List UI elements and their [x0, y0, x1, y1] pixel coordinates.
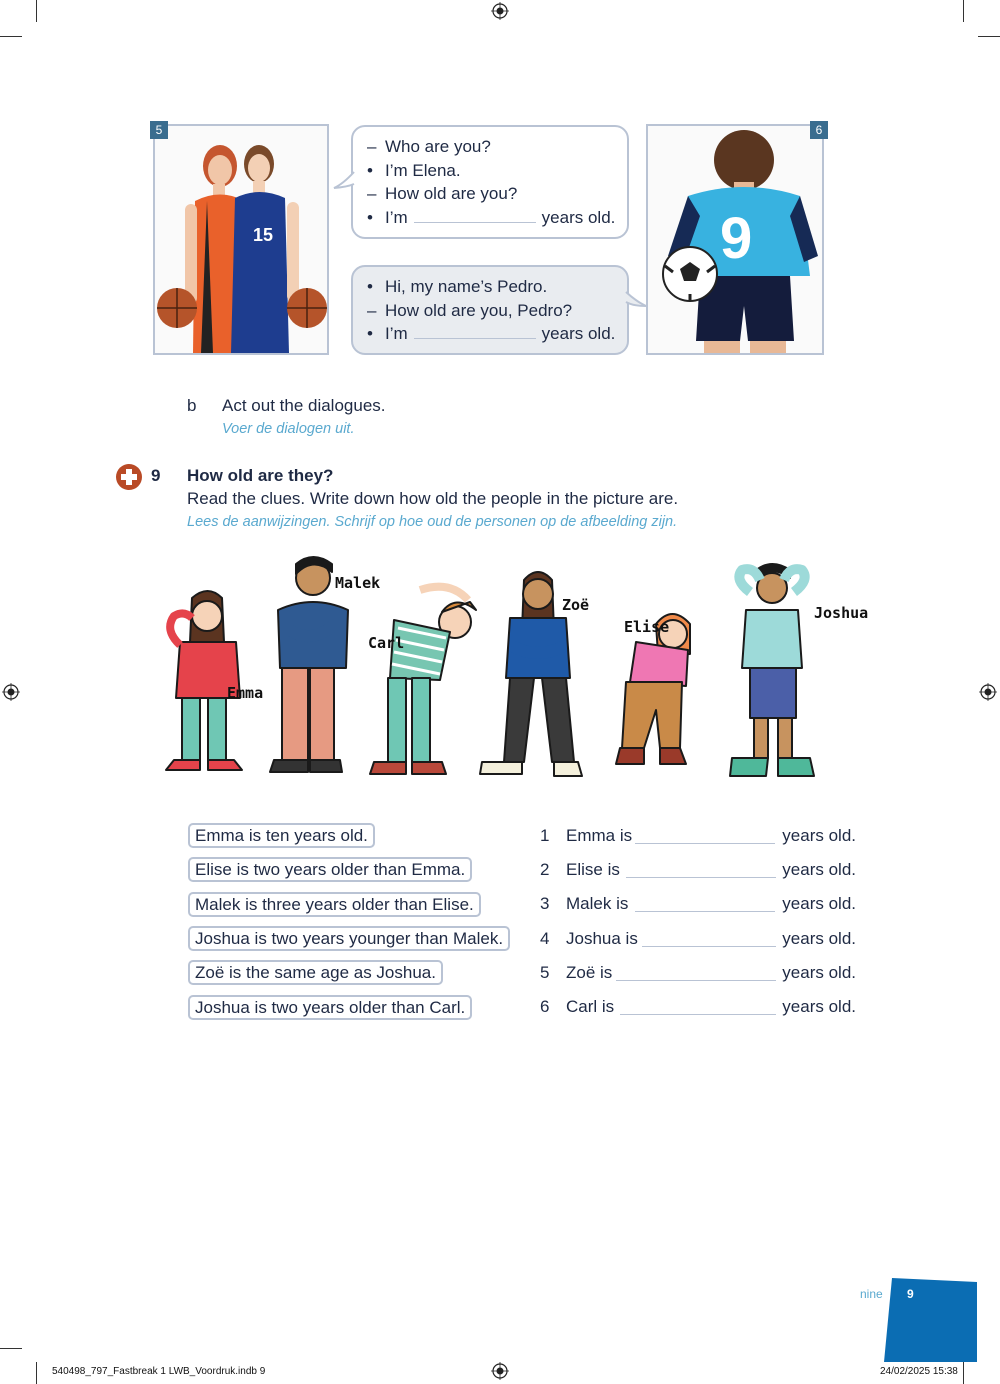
label-joshua: Joshua — [814, 604, 869, 622]
dialogue-line: • Hi, my name’s Pedro. — [367, 277, 548, 296]
dialogue-line: – How old are you? — [367, 184, 518, 203]
crop-mark — [36, 1362, 37, 1384]
crop-mark — [36, 0, 37, 22]
page-tab-shape — [884, 1276, 978, 1362]
photo-number-badge: 5 — [150, 121, 168, 139]
crop-mark — [978, 36, 1000, 37]
label-carl: Carl — [368, 634, 405, 652]
answer-row: 1 Emma is years old. — [540, 826, 856, 845]
crop-mark — [963, 1362, 964, 1384]
answer-row: 2 Elise is years old. — [540, 860, 856, 879]
answer-blank[interactable] — [635, 911, 775, 912]
basketball-players-illustration — [155, 126, 327, 353]
exercise-b-letter: b — [187, 396, 197, 415]
character-elise — [616, 614, 690, 764]
exercise-title: How old are they? — [187, 466, 334, 485]
plus-icon — [115, 463, 143, 491]
clue-box: Elise is two years older than Emma. — [188, 857, 472, 882]
photo-basketball-players — [153, 124, 329, 355]
registration-mark-icon — [2, 683, 20, 701]
soccer-boy-illustration — [648, 126, 822, 353]
character-carl — [370, 587, 476, 774]
speech-bubble-elena — [351, 125, 629, 239]
photo-number-badge: 6 — [810, 121, 828, 139]
crop-mark — [0, 1348, 22, 1349]
registration-mark-icon — [979, 683, 997, 701]
dialogue-line: • I’m years old. — [367, 324, 616, 343]
exercise-b-translation: Voer de dialogen uit. — [222, 421, 355, 437]
dialogue-line: • I’m Elena. — [367, 160, 461, 180]
registration-mark-icon — [491, 1362, 509, 1380]
character-joshua — [730, 564, 814, 776]
exercise-translation: Lees de aanwijzingen. Schrijf op hoe oud de personen op de afbeelding zijn. — [187, 514, 678, 530]
answer-blank[interactable] — [626, 877, 776, 878]
registration-mark-icon — [491, 2, 509, 20]
shirt-number-9: 9 — [720, 206, 753, 271]
exercise-b-instruction: Act out the dialogues. — [222, 396, 386, 415]
speech-bubble-pedro — [351, 265, 629, 355]
shirt-number-15: 15 — [253, 225, 274, 245]
label-emma: Emma — [227, 684, 264, 702]
dialogue-line: – Who are you? — [367, 137, 491, 156]
age-answer-blank[interactable] — [414, 207, 536, 223]
answer-row: 6 Carl is years old. — [540, 997, 856, 1016]
label-zoe: Zoë — [562, 596, 590, 614]
clue-box: Joshua is two years older than Carl. — [188, 995, 472, 1020]
print-file-info: 540498_797_Fastbreak 1 LWB_Voordruk.indb 9 — [52, 1366, 266, 1377]
clue-box: Zoë is the same age as Joshua. — [188, 960, 443, 985]
answer-blank[interactable] — [616, 980, 776, 981]
exercise-instruction: Read the clues. Write down how old the people in the picture are. — [187, 489, 679, 508]
photo-soccer-boy — [646, 124, 824, 355]
answer-blank[interactable] — [635, 843, 775, 844]
bubble-tail — [625, 290, 647, 310]
label-malek: Malek — [335, 574, 381, 592]
label-elise: Elise — [624, 618, 670, 636]
bubble-tail — [333, 170, 355, 192]
age-answer-blank[interactable] — [414, 323, 536, 339]
crop-mark — [0, 36, 22, 37]
clue-box: Malek is three years older than Elise. — [188, 892, 481, 917]
dialogue-line: – How old are you, Pedro? — [367, 300, 573, 320]
answer-blank[interactable] — [620, 1014, 776, 1015]
page-word: nine — [860, 1287, 883, 1301]
page-number: 9 — [907, 1287, 914, 1301]
characters-illustration — [150, 550, 870, 785]
answer-row: 3 Malek is years old. — [540, 894, 856, 913]
exercise-number: 9 — [151, 466, 161, 485]
answer-row: 5 Zoë is years old. — [540, 963, 856, 982]
print-date-info: 24/02/2025 15:38 — [880, 1366, 958, 1377]
dialogue-line: • I’m years old. — [367, 207, 616, 227]
crop-mark — [963, 0, 964, 22]
clue-box: Joshua is two years younger than Malek. — [188, 926, 510, 951]
answer-blank[interactable] — [642, 946, 776, 947]
clue-box: Emma is ten years old. — [188, 823, 375, 848]
character-emma — [166, 591, 242, 770]
answer-row: 4 Joshua is years old. — [540, 929, 856, 948]
